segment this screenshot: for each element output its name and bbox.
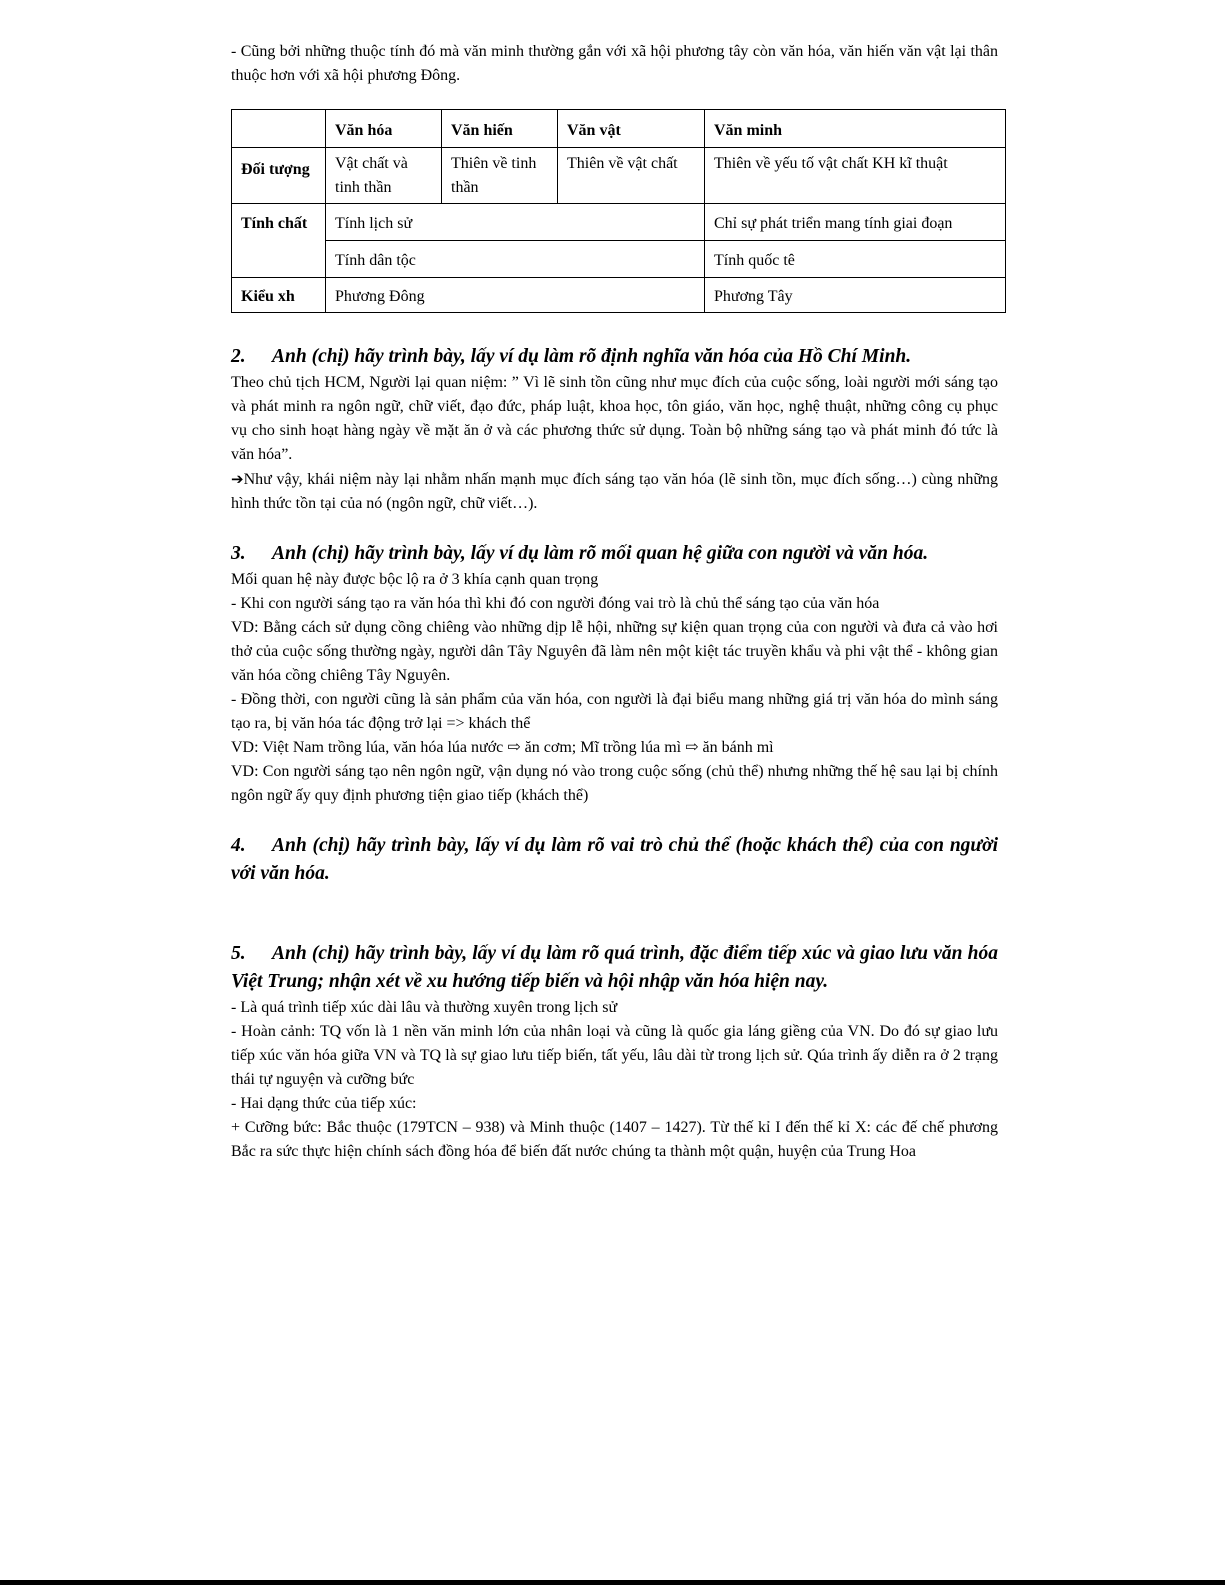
question-2-paragraph: Theo chủ tịch HCM, Người lại quan niệm: ” Vì lẽ sinh tồn cũng như mục đích của cuộc sống, loài người mới sáng tạo và phát minh ra ngôn ngữ, chữ viết, đạo đức, pháp luật, khoa học, tôn giáo, văn học, nghệ thuật, những công cụ phục vụ cho sinh hoạt hàng ngày về mặt ăn ở và các phương thức sử dụng. Toàn bộ những sáng tạo và phát minh đó tức là văn hóa”. bbox=[231, 374, 998, 463]
paragraph-line: - Là quá trình tiếp xúc dài lâu và thường xuyên trong lịch sử bbox=[231, 999, 618, 1016]
question-number: 3. bbox=[231, 543, 246, 564]
paragraph-line: VD: Bằng cách sử dụng cồng chiêng vào những dịp lễ hội, những sự kiện quan trọng của con người và đưa cả vào hơi thở của cuộc sống thường ngày, người dân Tây Nguyên đã làm nên một kiệt tác truyền khẩu và phi vật thể - không gian văn hóa cồng chiêng Tây Nguyên. bbox=[231, 619, 998, 684]
table-row bbox=[232, 241, 1006, 278]
table-cell: Tính quốc tê bbox=[705, 241, 1006, 278]
paragraph-line: Mối quan hệ này được bộc lộ ra ở 3 khía cạnh quan trọng bbox=[231, 571, 599, 588]
question-2-conclusion bbox=[231, 467, 998, 516]
table-row bbox=[232, 148, 1006, 204]
table-cell: Thiên về tinh thần bbox=[442, 148, 558, 204]
question-number: 4. bbox=[231, 835, 246, 856]
table-cell: Chỉ sự phát triển mang tính giai đoạn bbox=[705, 204, 1006, 241]
row-label-tinhchat: Tính chất bbox=[232, 204, 326, 278]
question-title: Anh (chị) hãy trình bày, lấy ví dụ làm rõ vai trò chủ thể (hoặc khách thể) của con người với văn hóa. bbox=[231, 835, 998, 884]
question-title: Anh (chị) hãy trình bày, lấy ví dụ làm rõ quá trình, đặc điểm tiếp xúc và giao lưu văn hóa Việt Trung; nhận xét về xu hướng tiếp biến và hội nhập văn hóa hiện nay. bbox=[231, 943, 998, 992]
paragraph-line: + Cưỡng bức: Bắc thuộc (179TCN – 938) và Minh thuộc (1407 – 1427). Từ thế kỉ I đến thế kỉ X: các đế chế phương Bắc ra sức thực hiện chính sách đồng hóa để biến đất nước chúng ta thành một quận, huyện của Trung Hoa bbox=[231, 1119, 998, 1160]
question-number: 5. bbox=[231, 943, 246, 964]
table-header-vanminh: Văn minh bbox=[705, 110, 1006, 148]
table-cell: Tính dân tộc bbox=[326, 241, 705, 278]
paragraph-line: VD: Việt Nam trồng lúa, văn hóa lúa nước ⇨ ăn cơm; Mĩ trồng lúa mì ⇨ ăn bánh mì bbox=[231, 739, 774, 756]
table-cell: Phương Tây bbox=[705, 278, 1006, 313]
document-body bbox=[231, 40, 998, 1164]
paragraph-line: - Hai dạng thức của tiếp xúc: bbox=[231, 1095, 417, 1112]
row-label-doituong: Đối tượng bbox=[232, 148, 326, 204]
table-header-vanhien: Văn hiến bbox=[442, 110, 558, 148]
table-row bbox=[232, 204, 1006, 241]
conclusion-text: Như vậy, khái niệm này lại nhằm nhấn mạnh mục đích sáng tạo văn hóa (lẽ sinh tồn, mục đích sống…) cùng những hình thức tồn tại của nó (ngôn ngữ, chữ viết…). bbox=[231, 471, 998, 512]
comparison-table bbox=[231, 109, 1006, 313]
table-header-empty bbox=[232, 110, 326, 148]
table-cell: Tính lịch sử bbox=[326, 204, 705, 241]
question-title: Anh (chị) hãy trình bày, lấy ví dụ làm rõ định nghĩa văn hóa của Hồ Chí Minh. bbox=[272, 346, 912, 367]
question-5-heading bbox=[231, 940, 998, 996]
table-row bbox=[232, 278, 1006, 313]
paragraph-line: - Hoàn cảnh: TQ vốn là 1 nền văn minh lớn của nhân loại và cũng là quốc gia láng giềng của VN. Do đó sự giao lưu tiếp xúc văn hóa giữa VN và TQ là sự giao lưu tiếp biến, tất yếu, lâu dài từ trong lịch sử. Qúa trình ấy diễn ra ở 2 trạng thái tự nguyện và cưỡng bức bbox=[231, 1023, 998, 1088]
table-header-vanvat: Văn vật bbox=[558, 110, 705, 148]
row-label-kieuxh: Kiểu xh bbox=[232, 278, 326, 313]
question-2-heading bbox=[231, 343, 998, 371]
table-cell: Thiên về yếu tố vật chất KH kĩ thuật bbox=[705, 148, 1006, 204]
question-3-heading bbox=[231, 540, 998, 568]
paragraph-line: VD: Con người sáng tạo nên ngôn ngữ, vận dụng nó vào trong cuộc sống (chủ thể) nhưng những thế hệ sau lại bị chính ngôn ngữ ấy quy định phương tiện giao tiếp (khách thể) bbox=[231, 763, 998, 804]
table-cell: Vật chất và tinh thần bbox=[326, 148, 442, 204]
table-cell: Phương Đông bbox=[326, 278, 705, 313]
table-header-vanhoa: Văn hóa bbox=[326, 110, 442, 148]
question-title: Anh (chị) hãy trình bày, lấy ví dụ làm rõ mối quan hệ giữa con người và văn hóa. bbox=[272, 543, 929, 564]
table-cell: Thiên về vật chất bbox=[558, 148, 705, 204]
intro-paragraph: - Cũng bởi những thuộc tính đó mà văn minh thường gắn với xã hội phương tây còn văn hóa, văn hiến văn vật lại thân thuộc hơn với xã hội phương Đông. bbox=[231, 43, 998, 84]
paragraph-line: - Đồng thời, con người cũng là sản phẩm của văn hóa, con người là đại biểu mang những giá trị văn hóa do mình sáng tạo ra, bị văn hóa tác động trở lại => khách thể bbox=[231, 691, 998, 732]
arrow-right-icon: ➔ bbox=[231, 470, 244, 488]
paragraph-line: - Khi con người sáng tạo ra văn hóa thì khi đó con người đóng vai trò là chủ thể sáng tạo của văn hóa bbox=[231, 595, 880, 612]
table-header-row bbox=[232, 110, 1006, 148]
question-number: 2. bbox=[231, 346, 246, 367]
question-4-heading bbox=[231, 832, 998, 888]
page-bottom-border bbox=[0, 1580, 1225, 1585]
